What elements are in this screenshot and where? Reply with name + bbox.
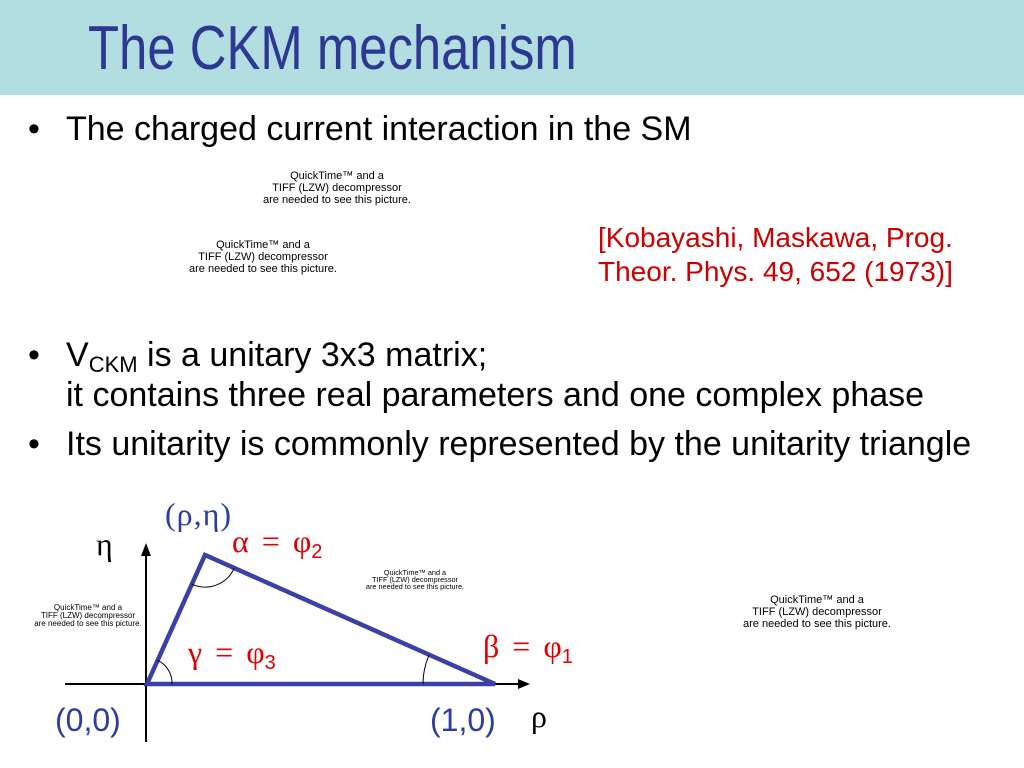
placeholder-line: TIFF (LZW) decompressor (372, 575, 458, 584)
slide-title: The CKM mechanism (88, 14, 577, 83)
beta-angle-arc (423, 655, 429, 684)
bullet-marker: • (28, 336, 40, 374)
placeholder-line: TIFF (LZW) decompressor (272, 182, 402, 194)
image-placeholder (23, 604, 153, 628)
placeholder-line: QuickTime™ and a (770, 594, 864, 606)
bullet-vckm-line-2: it contains three real parameters and one complex phase (66, 376, 925, 414)
vckm-subscript: CKM (88, 352, 138, 377)
citation-line-1: [Kobayashi, Maskawa, Prog. (598, 222, 953, 253)
x-axis-label: ρ (531, 698, 547, 734)
unit-point-label: (1,0) (430, 702, 496, 738)
gamma-angle-label (188, 634, 276, 674)
vckm-symbol: V (66, 336, 89, 374)
bullet-marker: • (28, 110, 40, 148)
placeholder-line: QuickTime™ and a (53, 603, 123, 612)
placeholder-line: are needed to see this picture. (34, 619, 142, 628)
vckm-description: is a unitary 3x3 matrix; (137, 336, 488, 374)
alpha-angle-label (232, 523, 323, 563)
y-axis-arrowhead (141, 543, 151, 556)
alpha-angle-text: α = φ (232, 523, 312, 559)
placeholder-line: are needed to see this picture. (189, 263, 337, 275)
placeholder-line: are needed to see this picture. (365, 582, 465, 591)
citation-line-2: Theor. Phys. 49, 652 (1973)] (598, 256, 953, 287)
gamma-angle-text: γ = φ (188, 634, 265, 670)
apex-coordinate-label: (ρ,η) (165, 496, 233, 532)
placeholder-line: are needed to see this picture. (743, 618, 891, 630)
beta-angle-text: β = φ (483, 628, 562, 664)
gamma-angle-subscript: 3 (264, 652, 276, 674)
beta-angle-subscript: 1 (561, 646, 573, 668)
image-placeholder (717, 594, 917, 630)
image-placeholder (355, 569, 475, 590)
bullet-unitarity: Its unitarity is commonly represented by the unitarity triangle (66, 425, 972, 463)
placeholder-line: TIFF (LZW) decompressor (752, 606, 882, 618)
bullet-charged-current: The charged current interaction in the SM (66, 110, 692, 148)
placeholder-line: QuickTime™ and a (383, 568, 447, 577)
placeholder-line: QuickTime™ and a (290, 170, 384, 182)
gamma-angle-arc (157, 660, 172, 684)
bullet-marker: • (28, 425, 40, 463)
alpha-angle-subscript: 2 (311, 541, 323, 563)
placeholder-line: QuickTime™ and a (216, 239, 310, 251)
placeholder-line: TIFF (LZW) decompressor (198, 251, 328, 263)
y-axis-label: η (96, 526, 113, 562)
x-axis-arrowhead (518, 679, 530, 689)
origin-label: (0,0) (55, 702, 121, 738)
placeholder-line: are needed to see this picture. (263, 194, 411, 206)
placeholder-line: TIFF (LZW) decompressor (40, 611, 136, 620)
beta-angle-label (483, 628, 573, 668)
